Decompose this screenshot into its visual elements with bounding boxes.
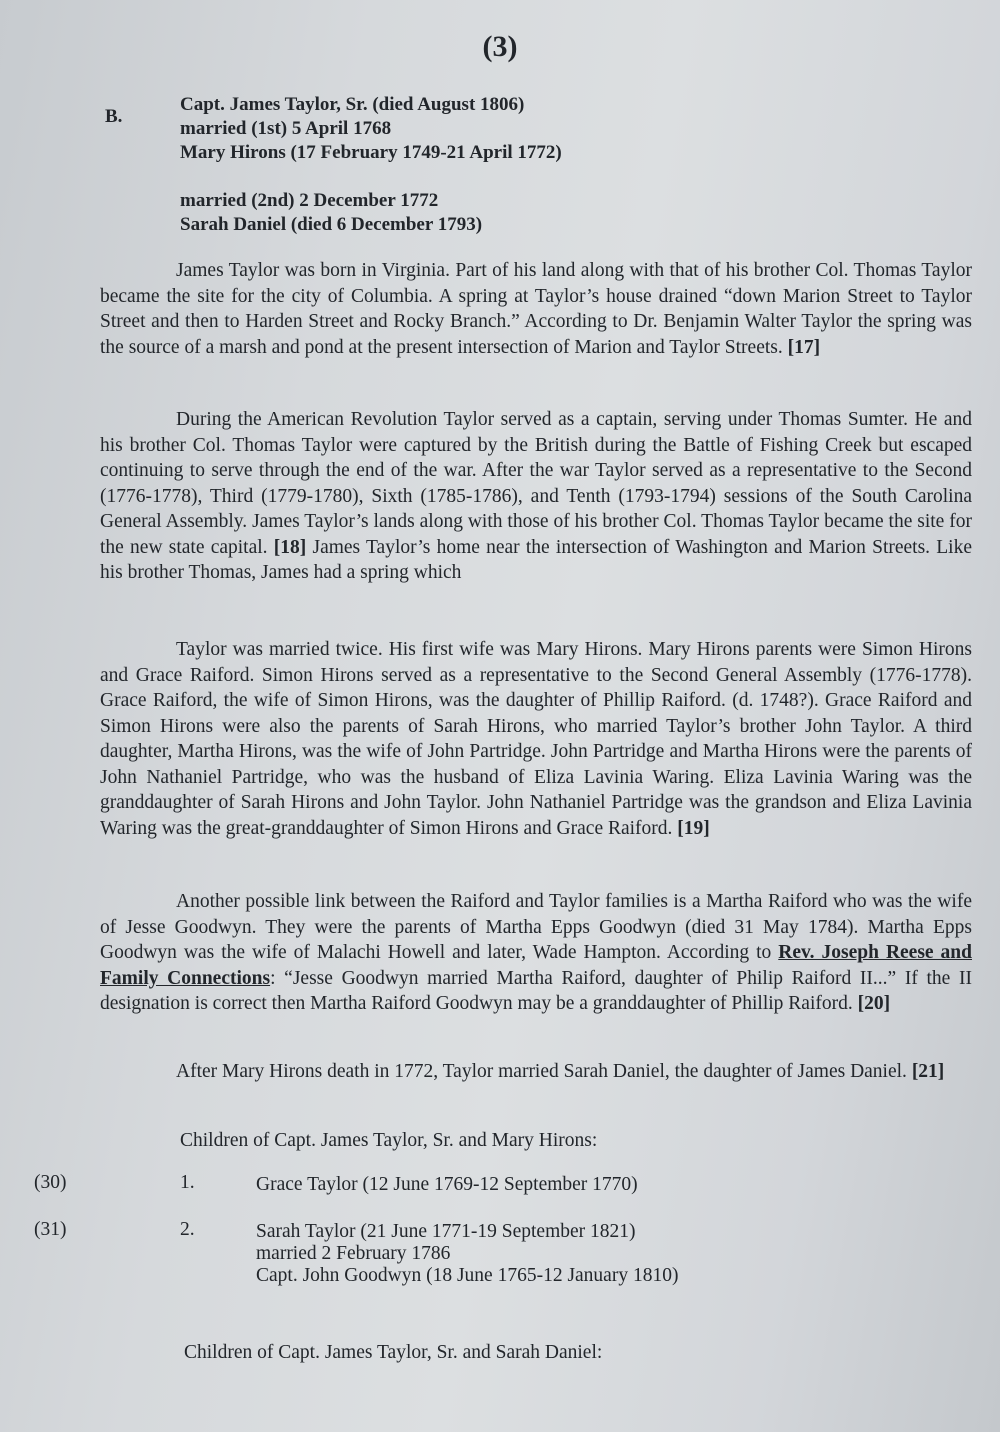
child-row <box>0 1219 1000 1299</box>
paragraph-second-marriage-text: After Mary Hirons death in 1772, Taylor married Sarah Daniel, the daughter of James Daniel. <box>176 1061 907 1082</box>
child-spouse: Capt. John Goodwyn (18 June 1765-12 January 1810) <box>256 1265 679 1286</box>
paragraph-revolution-text-a: During the American Revolution Taylor served as a captain, serving under Thomas Sumter. He and his brother Col. Thomas Taylor were captured by the British during the Battle of Fishing Creek but escaped continuing to serve through the end of the war. After the war Taylor served as a representative to the Second (1776-1778), Third (1779-1780), Sixth (1785-1786), and Tenth (1793-1794) sessions of the South Carolina General Assembly. James Taylor’s lands along with those of his brother Col. Thomas Taylor became the site for the new state capital. <box>100 409 972 558</box>
paragraph-birth <box>100 258 972 360</box>
header-line-marriage-1: married (1st) 5 April 1768 <box>180 118 392 139</box>
child-number: 1. <box>180 1172 195 1193</box>
child-details <box>256 1174 638 1196</box>
paragraph-birth-text: James Taylor was born in Virginia. Part of his land along with that of his brother Col. Thomas Taylor became the site for the city of Columbia. A spring at Taylor’s house drained “down Marion Street to Taylor Street and then to Harden Street and Rocky Branch.” According to Dr. Benjamin Walter Taylor the spring was the source of a marsh and pond at the present intersection of Marion and Taylor Streets. <box>100 260 972 358</box>
child-name: Grace Taylor (12 June 1769-12 September 1770) <box>256 1174 638 1195</box>
children-sarah-heading: Children of Capt. James Taylor, Sr. and Sarah Daniel: <box>184 1342 603 1363</box>
header-line-name: Capt. James Taylor, Sr. (died August 1806) <box>180 94 525 115</box>
child-details <box>256 1221 678 1287</box>
paragraph-second-marriage <box>100 1059 972 1085</box>
section-header <box>180 93 562 237</box>
reference-18: [18] <box>273 536 307 558</box>
reference-19: [19] <box>677 817 710 839</box>
child-id: (30) <box>34 1172 67 1193</box>
paragraph-marriages-text: Taylor was married twice. His first wife was Mary Hirons. Mary Hirons parents were Simon Hirons and Grace Raiford. Simon Hirons served as a representative to the Second General Assembly (1776-1778). Grace Raiford, the wife of Simon Hirons, was the daughter of Phillip Raiford. (d. 1748?). Grace Raiford and Simon Hirons were also the parents of Sarah Hirons, who married Taylor’s brother John Taylor. A third daughter, Martha Hirons, was the wife of John Partridge. John Partridge and Martha Hirons were the parents of John Nathaniel Partridge, who was the husband of Eliza Lavinia Waring. Eliza Lavinia Waring was the granddaughter of Sarah Hirons and John Taylor. John Nathaniel Partridge was the grandson and Eliza Lavinia Waring was the great-granddaughter of Simon Hirons and Grace Raiford. <box>100 639 972 839</box>
reference-21: [21] <box>911 1061 945 1082</box>
header-gap <box>180 165 562 189</box>
page-number: (3) <box>482 30 518 63</box>
reference-20: [20] <box>857 993 891 1014</box>
section-label: B. <box>105 106 123 127</box>
header-line-spouse-1: Mary Hirons (17 February 1749-21 April 1772) <box>180 142 562 163</box>
paragraph-raiford-link-text-b: : “Jesse Goodwyn married Martha Raiford, daughter of Philip Raiford II...” If the II designation is correct then Martha Raiford Goodwyn may be a granddaughter of Phillip Raiford. <box>100 967 972 1014</box>
child-name: Sarah Taylor (21 June 1771-19 September 1821) <box>256 1221 636 1242</box>
paragraph-revolution-text-b: James Taylor’s home near the intersection of Washington and Marion Streets. Like his brother Thomas, James had a spring which <box>100 536 973 583</box>
header-line-marriage-2: married (2nd) 2 December 1772 <box>180 190 439 211</box>
paragraph-raiford-link <box>100 889 972 1017</box>
child-id: (31) <box>34 1219 67 1240</box>
paragraph-marriages <box>100 637 972 841</box>
paragraph-raiford-link-text-a: Another possible link between the Raiford and Taylor families is a Martha Raiford who was the wife of Jesse Goodwyn. They were the parents of Martha Epps Goodwyn (died 31 May 1784). Martha Epps Goodwyn was the wife of Malachi Howell and later, Wade Hampton. According to <box>100 891 972 963</box>
children-mary-heading: Children of Capt. James Taylor, Sr. and Mary Hirons: <box>180 1130 598 1151</box>
paragraph-revolution <box>100 407 972 586</box>
child-number: 2. <box>180 1219 195 1240</box>
book-title: Rev. Joseph Reese and Family Connections <box>100 942 972 989</box>
child-marriage: married 2 February 1786 <box>256 1243 451 1264</box>
header-line-spouse-2: Sarah Daniel (died 6 December 1793) <box>180 214 483 235</box>
reference-17: [17] <box>787 336 821 358</box>
